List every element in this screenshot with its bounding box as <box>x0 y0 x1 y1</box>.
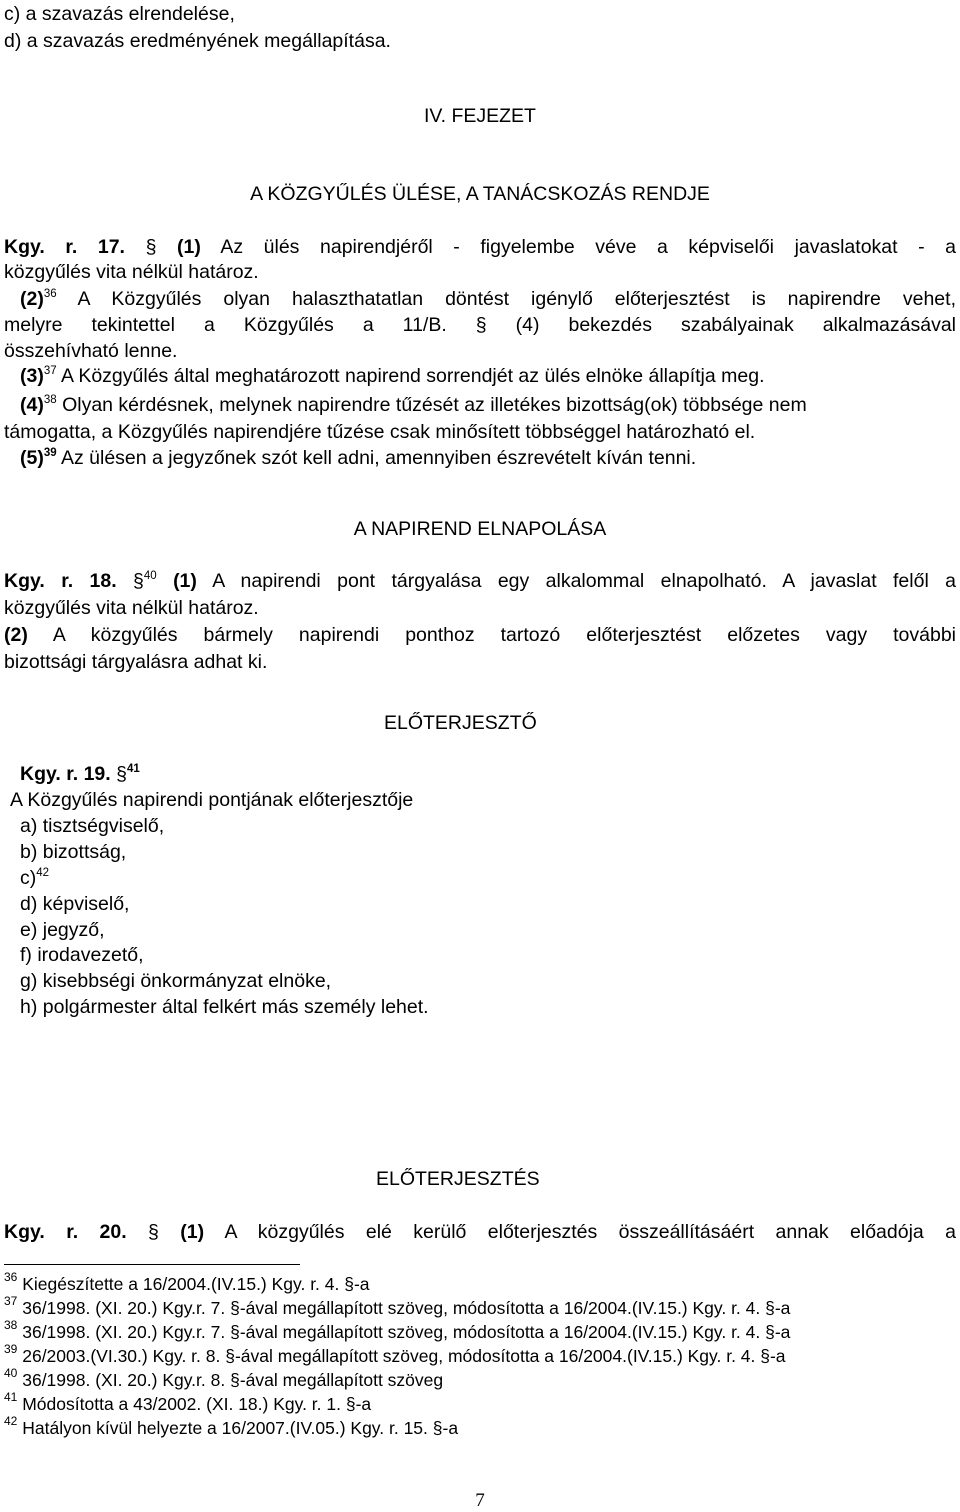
s18-line-2: közgyűlés vita nélkül határoz. <box>4 597 259 619</box>
s19-item-a: a) tisztségviselő, <box>20 815 165 837</box>
list-item-c: c) a szavazás elrendelése, <box>4 3 235 25</box>
s18-para-2-line-2: bizottsági tárgyalásra adhat ki. <box>4 651 268 673</box>
s19-item-e: e) jegyző, <box>20 919 105 941</box>
footnote-ref-36: 36 <box>43 288 57 300</box>
s17-para-2: $(2)^{36}$ A Közgyűlés olyan halaszthatatlan döntést igénylő előterjesztést is napirendre vehet, <box>20 288 956 310</box>
chapter-number: IV. FEJEZET <box>424 105 536 127</box>
s17-line-2: közgyűlés vita nélkül határoz. <box>4 261 259 283</box>
s19-ref: Kgy. r. 19. §$^{41}$ <box>20 763 140 785</box>
footnote-37: $^{37}$ 36/1998. (XI. 20.) Kgy.r. 7. §-ával megállapított szöveg, módosította a 16/2004.(IV.15.) Kgy. r. 4. §-a <box>4 1294 791 1318</box>
page-number: 7 <box>475 1490 485 1511</box>
s17-line-1: Kgy. r. 17. § (1) Az ülés napirendjéről - figyelembe véve a képviselői javaslatokat - a <box>4 236 957 258</box>
footnote-41: $^{41}$ Módosította a 43/2002. (XI. 18.) Kgy. r. 1. §-a <box>4 1390 372 1414</box>
footnote-42: $^{42}$ Hatályon kívül helyezte a 16/2007.(IV.05.) Kgy. r. 15. §-a <box>4 1414 459 1438</box>
s20-line-1: Kgy. r. 20. § (1) A közgyűlés elé kerülő előterjesztés összeállításáért annak előadója a <box>4 1221 957 1243</box>
footnote-38: $^{38}$ 36/1998. (XI. 20.) Kgy.r. 7. §-ával megállapított szöveg, módosította a 16/2004.(IV.15.) Kgy. r. 4. §-a <box>4 1318 791 1342</box>
footnote-ref-39: 39 <box>43 447 57 459</box>
s19-item-g: g) kisebbségi önkormányzat elnöke, <box>20 970 332 992</box>
napirend-heading: A NAPIREND ELNAPOLÁSA <box>353 518 607 540</box>
s19-item-b: b) bizottság, <box>20 841 127 863</box>
footnote-ref-40: 40 <box>143 570 157 582</box>
s19-item-h: h) polgármester által felkért más személy lehet. <box>20 996 429 1018</box>
s18-line-1: Kgy. r. 18. §$^{40}$ (1) A napirendi pont tárgyalása egy alkalommal elnapolható. A javaslat felől a <box>4 570 957 592</box>
s19-item-c: c)$^{42}$ <box>20 867 50 889</box>
list-item-d: d) a szavazás eredményének megállapítása. <box>4 30 391 52</box>
s19-item-d: d) képviselő, <box>20 893 130 915</box>
s17-para-4: $(4)^{38}$ Olyan kérdésnek, melynek napirendre tűzését az illetékes bizottság(ok) többsége nem <box>20 394 807 416</box>
footnote-36: $^{36}$ Kiegészítette a 16/2004.(IV.15.) Kgy. r. 4. §-a <box>4 1270 370 1294</box>
s19-item-f: f) irodavezető, <box>20 944 144 966</box>
s18-para-2: (2) A közgyűlés bármely napirendi ponthoz tartozó előterjesztést előzetes vagy további <box>4 624 957 646</box>
eloterjesztes-heading: ELŐTERJESZTÉS <box>376 1168 540 1190</box>
footnote-ref-37: 37 <box>43 365 57 377</box>
footnote-ref-42: 42 <box>36 867 50 879</box>
s17-para-5: $(5)^{39}$ Az ülésen a jegyzőnek szót kell adni, amennyiben észrevételt kíván tenni. <box>20 447 697 469</box>
footnote-ref-38: 38 <box>43 394 57 406</box>
footnote-separator <box>4 1264 300 1265</box>
eloterjeszto-heading: ELŐTERJESZTŐ <box>384 712 537 734</box>
footnote-39: $^{39}$ 26/2003.(VI.30.) Kgy. r. 8. §-ával megállapított szöveg, módosította a 16/2004.(IV.15.) Kgy. r. 4. §-a <box>4 1342 786 1366</box>
footnote-ref-41: 41 <box>126 763 140 775</box>
s17-para-3: $(3)^{37}$ A Közgyűlés által meghatározott napirend sorrendjét az ülés elnöke állapítja meg. <box>20 365 765 387</box>
s19-intro: A Közgyűlés napirendi pontjának előterjesztője <box>10 789 414 811</box>
footnote-40: $^{40}$ 36/1998. (XI. 20.) Kgy.r. 8. §-ával megállapított szöveg <box>4 1366 444 1390</box>
s17-para-4-line-2: támogatta, a Közgyűlés napirendjére tűzése csak minősített többséggel határozható el. <box>4 421 756 443</box>
s17-para-2-line-2: melyre tekintettel a Közgyűlés a 11/B. § (4) bekezdés szabályainak alkalmazásával <box>4 314 957 336</box>
chapter-title: A KÖZGYŰLÉS ÜLÉSE, A TANÁCSKOZÁS RENDJE <box>250 183 710 205</box>
s17-para-2-line-3: összehívható lenne. <box>4 340 178 362</box>
